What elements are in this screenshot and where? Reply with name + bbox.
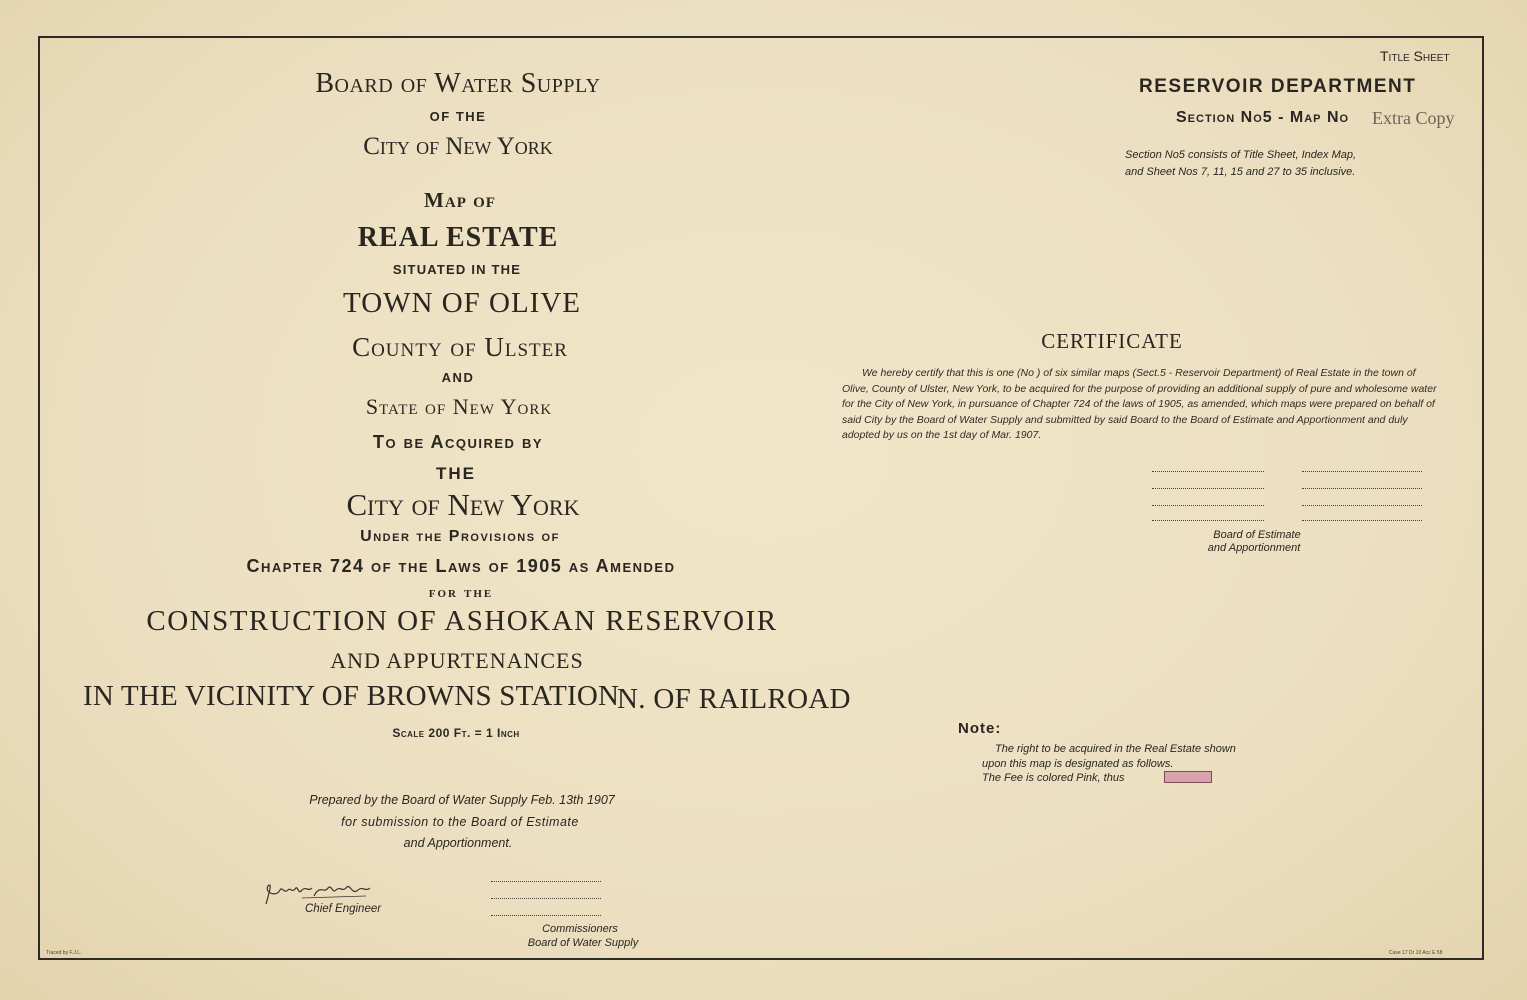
board-signature-line [1152, 471, 1264, 472]
title-under-provisions: Under the Provisions of [360, 528, 560, 545]
note-heading: Note: [958, 720, 1002, 737]
board-water-supply-label: Board of Water Supply [527, 937, 639, 949]
title-city: City of New York [363, 133, 553, 160]
commissioners-label: Commissioners [542, 923, 618, 935]
title-sheet-label: Title Sheet [1380, 48, 1450, 64]
title-construction: CONSTRUCTION OF ASHOKAN RESERVOIR [146, 605, 778, 637]
board-estimate-label1: Board of Estimate [1213, 529, 1301, 541]
title-chapter: Chapter 724 of the Laws of 1905 as Amended [246, 556, 676, 576]
board-signature-line [1152, 488, 1264, 489]
section-note-line1: Section No5 consists of Title Sheet, Index Map, [1125, 149, 1357, 161]
commissioner-signature-line [491, 898, 601, 899]
section-note-line2: and Sheet Nos 7, 11, 15 and 27 to 35 inclusive. [1125, 166, 1356, 178]
certificate-body: We hereby certify that this is one (No ) of six similar maps (Sect.5 - Reservoir Department) of Real Estate in the town of Olive, County of Ulster, New York, to be acquired for the purpose of providing an additional supply of pure and wholesome water for the City of New York, in pursuance of Chapter 724 of the laws of 1905, as amended, which maps were prepared on behalf of said City by the Board of Water Supply and submitted by said Board to the Board of Estimate and Apportionment and duly adopted by us on the 1st day of Mar. 1907. [842, 367, 1437, 441]
title-appurtenances: AND APPURTENANCES [330, 648, 584, 673]
title-the: THE [436, 464, 476, 483]
commissioner-signature-line [491, 881, 601, 882]
title-to-be-acquired: To be Acquired by [372, 432, 544, 452]
title-and: AND [441, 370, 475, 385]
title-of-the: OF THE [429, 109, 487, 124]
title-map-of: Map of [424, 188, 496, 212]
title-railroad: N. OF RAILROAD [617, 683, 851, 715]
board-signature-line [1152, 505, 1264, 506]
prepared-line1: Prepared by the Board of Water Supply Feb. 13th 1907 [309, 793, 615, 807]
commissioner-signature-line [491, 915, 601, 916]
title-vicinity: IN THE VICINITY OF BROWNS STATION [83, 680, 620, 712]
note-line3: The Fee is colored Pink, thus [982, 772, 1125, 784]
title-board: Board of Water Supply [315, 68, 601, 99]
extra-copy-stamp: Extra Copy [1372, 108, 1455, 128]
prepared-line2: for submission to the Board of Estimate [341, 815, 579, 829]
note-line2: upon this map is designated as follows. [982, 758, 1174, 770]
note-line1: The right to be acquired in the Real Estate shown [995, 743, 1236, 755]
section-map-label: Section No5 - Map No [1176, 109, 1350, 126]
fee-pink-swatch [1164, 771, 1212, 783]
case-number: Case 17 Dr 10 Acc E 58 [1389, 950, 1443, 956]
traced-by: Traced by F.J.L. [46, 950, 82, 956]
prepared-line3: and Apportionment. [403, 836, 513, 850]
title-county: County of Ulster [352, 332, 568, 362]
board-signature-line [1302, 505, 1422, 506]
title-state: State of New York [365, 394, 553, 419]
board-signature-line [1152, 520, 1264, 521]
board-signature-line [1302, 471, 1422, 472]
title-town: TOWN OF OLIVE [343, 287, 581, 319]
chief-engineer-label: Chief Engineer [305, 903, 382, 915]
board-signature-line [1302, 520, 1422, 521]
title-situated: SITUATED IN THE [392, 262, 522, 277]
board-estimate-label2: and Apportionment [1207, 542, 1301, 554]
certificate-heading: CERTIFICATE [1041, 329, 1183, 353]
title-for-the: for the [428, 584, 494, 601]
title-city-2: City of New York [346, 487, 580, 522]
department-heading: RESERVOIR DEPARTMENT [1139, 76, 1417, 97]
board-signature-line [1302, 488, 1422, 489]
title-real-estate: REAL ESTATE [357, 222, 559, 253]
scale-text: Scale 200 Ft. = 1 Inch [392, 726, 520, 740]
